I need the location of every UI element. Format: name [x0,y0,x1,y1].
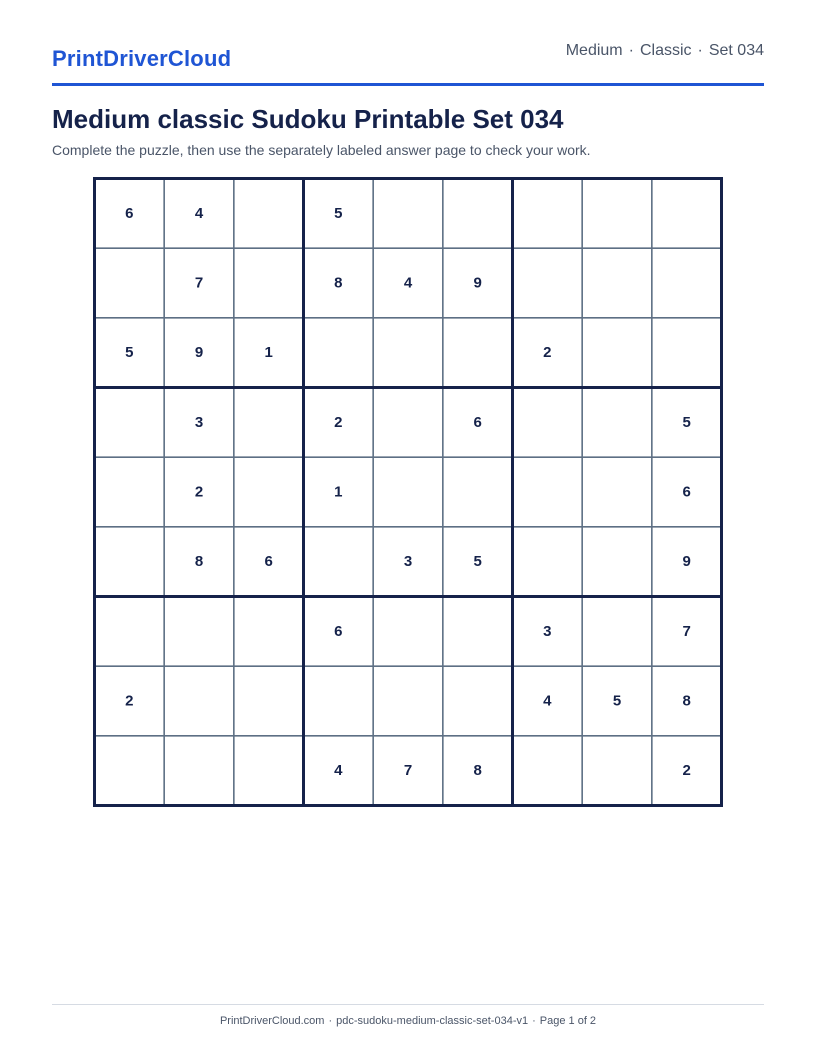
given-digit: 3 [543,622,552,640]
given-digit: 6 [334,622,343,640]
sudoku-cell-r7c5[interactable] [373,597,443,667]
sudoku-cell-r3c9[interactable] [652,318,722,388]
given-digit: 5 [612,692,622,710]
given-digit: 9 [682,553,691,571]
given-digit: 9 [194,344,204,362]
given-digit: 7 [194,274,204,292]
sudoku-cell-r9c2[interactable] [164,736,234,806]
given-digit: 5 [682,413,691,431]
sudoku-cell-r6c7[interactable] [513,527,583,597]
sudoku-cell-r2c8[interactable] [582,248,652,318]
sudoku-cell-r1c5[interactable] [373,179,443,249]
page-subtitle: Complete the puzzle, then use the separately labeled answer page to check your work. [52,142,591,158]
page-title: Medium classic Sudoku Printable Set 034 [52,104,564,134]
given-digit: 2 [334,413,343,431]
sudoku-cell-r3c5[interactable] [373,318,443,388]
given-digit: 2 [682,762,691,780]
sudoku-cell-r5c8[interactable] [582,457,652,527]
given-digit: 5 [334,204,343,222]
meta-separator: · [697,42,703,59]
sudoku-cell-r4c8[interactable] [582,388,652,458]
given-digit: 7 [403,762,413,780]
given-digit: 6 [682,483,691,501]
given-digit: 3 [194,413,204,431]
sudoku-cell-r5c5[interactable] [373,457,443,527]
sudoku-cell-r7c6[interactable] [443,597,513,667]
sudoku-cell-r5c3[interactable] [234,457,304,527]
given-digit: 2 [125,692,134,710]
footer-separator: · [532,1015,536,1027]
sudoku-cell-r2c3[interactable] [234,248,304,318]
sudoku-cell-r3c4[interactable] [304,318,374,388]
sudoku-cell-r4c7[interactable] [513,388,583,458]
sudoku-cell-r7c3[interactable] [234,597,304,667]
given-digit: 9 [473,274,482,292]
given-digit: 8 [334,274,343,292]
given-digit: 2 [194,483,204,501]
sudoku-cell-r2c9[interactable] [652,248,722,318]
given-digit: 8 [194,553,204,571]
given-digit: 5 [125,344,134,362]
sudoku-cell-r9c1[interactable] [95,736,165,806]
sudoku-cell-r6c1[interactable] [95,527,165,597]
sudoku-cell-r9c3[interactable] [234,736,304,806]
sudoku-cell-r8c2[interactable] [164,666,234,736]
sudoku-cell-r6c8[interactable] [582,527,652,597]
sudoku-cell-r9c7[interactable] [513,736,583,806]
footer-page-label: Page 1 of 2 [539,1015,597,1027]
page-header [52,38,764,86]
given-digit: 4 [334,762,343,780]
sudoku-cell-r1c9[interactable] [652,179,722,249]
given-digit: 6 [473,413,482,431]
given-digit: 1 [334,483,343,501]
sudoku-cell-r8c4[interactable] [304,666,374,736]
footer-site[interactable]: PrintDriverCloud.com [219,1015,325,1027]
sudoku-cell-r1c7[interactable] [513,179,583,249]
sudoku-cell-r4c1[interactable] [95,388,165,458]
set-label: Set 034 [708,42,764,59]
sudoku-cell-r5c7[interactable] [513,457,583,527]
footer-doc-id: pdc-sudoku-medium-classic-set-034-v1 [336,1015,529,1027]
given-digit: 8 [682,692,691,710]
sudoku-cell-r3c6[interactable] [443,318,513,388]
sudoku-grid [93,177,723,807]
brand-logo[interactable]: PrintDriverCloud [52,46,232,71]
sudoku-cell-r9c8[interactable] [582,736,652,806]
given-digit: 6 [125,204,134,222]
given-digit: 8 [473,762,482,780]
given-digit: 4 [194,204,204,222]
sudoku-cell-r4c3[interactable] [234,388,304,458]
sudoku-cell-r2c1[interactable] [95,248,165,318]
sudoku-cell-r1c6[interactable] [443,179,513,249]
given-digit: 5 [473,553,482,571]
given-digit: 2 [543,344,552,362]
puzzle-meta [566,42,764,60]
sudoku-board [93,177,723,807]
sudoku-cell-r7c8[interactable] [582,597,652,667]
sudoku-cell-r7c2[interactable] [164,597,234,667]
sudoku-cell-r6c4[interactable] [304,527,374,597]
sudoku-cell-r2c7[interactable] [513,248,583,318]
given-digit: 4 [403,274,413,292]
given-digit: 7 [682,622,691,640]
difficulty-label: Medium [565,42,623,59]
given-digit: 3 [403,553,413,571]
sudoku-cell-r4c5[interactable] [373,388,443,458]
sudoku-cell-r1c3[interactable] [234,179,304,249]
given-digit: 4 [543,692,552,710]
sudoku-cell-r3c8[interactable] [582,318,652,388]
sudoku-cell-r1c8[interactable] [582,179,652,249]
page-footer [52,1004,764,1027]
sudoku-cell-r8c3[interactable] [234,666,304,736]
sudoku-cell-r5c6[interactable] [443,457,513,527]
footer-separator: · [328,1015,333,1027]
variant-label: Classic [639,42,692,59]
sudoku-cell-r8c5[interactable] [373,666,443,736]
given-digit: 6 [264,553,273,571]
sudoku-cell-r7c1[interactable] [95,597,165,667]
sudoku-cell-r8c6[interactable] [443,666,513,736]
given-digit: 1 [264,344,273,362]
meta-separator: · [628,42,634,59]
sudoku-cell-r5c1[interactable] [95,457,165,527]
